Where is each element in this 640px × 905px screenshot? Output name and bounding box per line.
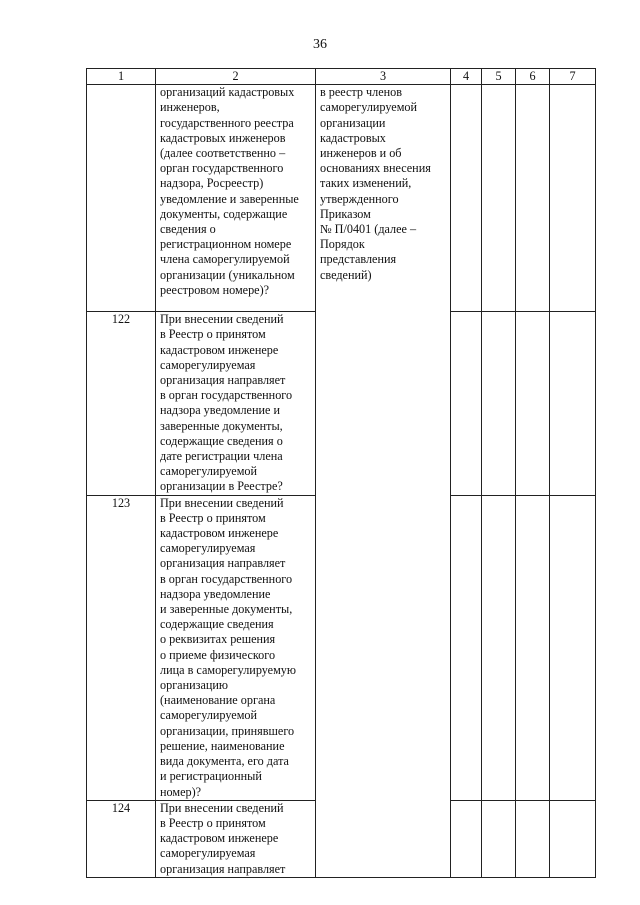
header-col-6: 6: [516, 69, 550, 85]
row-number: 122: [87, 312, 156, 495]
notes-cell: [550, 800, 596, 877]
legal-basis-text: в реестр членов саморегулируемой организации кадастровых инженеров и об основаниях внесения таких изменений, утвержденного Приказом № П/0401 (далее – Порядок представления сведений): [316, 85, 451, 878]
answer-cell-yes: [451, 495, 482, 800]
answer-cell-na: [516, 312, 550, 495]
answer-cell-na: [516, 85, 550, 312]
answer-cell-na: [516, 495, 550, 800]
header-col-4: 4: [451, 69, 482, 85]
header-col-1: 1: [87, 69, 156, 85]
question-text: При внесении сведений в Реестр о принятом кадастровом инженере саморегулируемая организация направляет: [156, 800, 316, 877]
row-number: 124: [87, 800, 156, 877]
table-row: [87, 85, 596, 312]
header-col-5: 5: [482, 69, 516, 85]
row-number: 123: [87, 495, 156, 800]
answer-cell-no: [482, 800, 516, 877]
answer-cell-no: [482, 495, 516, 800]
answer-cell-yes: [451, 312, 482, 495]
answer-cell-yes: [451, 85, 482, 312]
notes-cell: [550, 85, 596, 312]
answer-cell-no: [482, 85, 516, 312]
answer-cell-na: [516, 800, 550, 877]
notes-cell: [550, 495, 596, 800]
header-col-3: 3: [316, 69, 451, 85]
header-col-2: 2: [156, 69, 316, 85]
header-row: [87, 69, 596, 85]
question-text: При внесении сведений в Реестр о принятом кадастровом инженере саморегулируемая организация направляет в орган государственного надзора уведомление и заверенные документы, содержащие сведения о дате регистрации члена саморегулируемой организации в Реестре?: [156, 312, 316, 495]
answer-cell-no: [482, 312, 516, 495]
question-text: При внесении сведений в Реестр о принятом кадастровом инженере саморегулируемая организация направляет в орган государственного надзора уведомление и заверенные документы, содержащие сведения о реквизитах решения о приеме физического лица в саморегулируемую организацию (наименование органа саморегулируемой организации, принявшего решение, наименование вида документа, его дата и регистрационный номер)?: [156, 495, 316, 800]
answer-cell-yes: [451, 800, 482, 877]
question-text: организаций кадастровых инженеров, государственного реестра кадастровых инженеров (далее соответственно – орган государственного надзора, Росреестр) уведомление и заверенные документы, содержащие сведения о регистрационном номере члена саморегулируемой организации (уникальном реестровом номере)?: [156, 85, 316, 312]
header-col-7: 7: [550, 69, 596, 85]
notes-cell: [550, 312, 596, 495]
page-number: 36: [313, 37, 327, 52]
row-number: [87, 85, 156, 312]
requirements-table: [86, 68, 596, 878]
